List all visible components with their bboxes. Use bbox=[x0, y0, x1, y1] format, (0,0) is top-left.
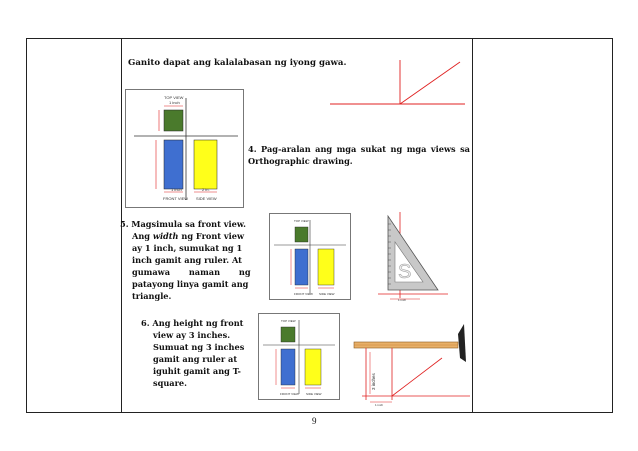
orthographic-diagram-3 bbox=[258, 313, 340, 400]
side-view-rect bbox=[194, 140, 217, 189]
step-5-line-3: ay 1 inch, sumukat ng 1 bbox=[132, 243, 243, 253]
step-6-line-1: Ang height ng front bbox=[152, 318, 244, 328]
intro-text: Ganito dapat ang kalalabasan ng iyong gawa. bbox=[128, 58, 347, 68]
step-5-line-1: Magsimula sa front view. bbox=[131, 219, 246, 229]
step-5-line-6: patayong linya gamit ang bbox=[132, 279, 249, 289]
set-square-inch-label: 1 inch bbox=[398, 298, 407, 302]
table-col-divider-2 bbox=[472, 38, 473, 413]
top-view-label: TOP VIEW bbox=[164, 95, 184, 100]
step-6-line-3: Sumuat ng 3 inches bbox=[153, 342, 245, 352]
t-square-head bbox=[458, 324, 466, 362]
orthographic-diagram-2 bbox=[269, 213, 351, 300]
front-width-label: 1 inch bbox=[171, 187, 182, 192]
orthographic-diagram-1 bbox=[125, 89, 244, 208]
t-square-inch-label: 1 inch bbox=[375, 403, 384, 407]
step-4-number: 4. bbox=[248, 144, 257, 154]
step-5-text bbox=[120, 218, 262, 302]
step-6-number: 6. bbox=[141, 318, 150, 328]
set-square-illustration bbox=[378, 212, 470, 304]
step-5-number: 5. bbox=[120, 219, 129, 229]
step-5-line-2: Ang width ng Front view bbox=[132, 231, 245, 241]
svg-text:S: S bbox=[398, 261, 412, 283]
page-number: 9 bbox=[312, 416, 317, 426]
t-square-height-label: 3 inches bbox=[371, 373, 376, 390]
table-right-border bbox=[612, 38, 613, 413]
side-view-label: SIDE VIEW bbox=[196, 196, 217, 201]
front-view-rect bbox=[164, 140, 183, 189]
table-top-border bbox=[26, 38, 612, 39]
step-5-line-7: triangle. bbox=[132, 291, 172, 301]
table-left-border bbox=[26, 38, 27, 413]
step-6-line-5: iguhit gamit ang T- bbox=[153, 366, 241, 376]
t-square-illustration bbox=[352, 322, 472, 408]
side-view-label-3: SIDE VIEW bbox=[306, 392, 322, 396]
top-view-label-2: TOP VIEW bbox=[294, 219, 309, 223]
step-6-line-2: view ay 3 inches. bbox=[153, 330, 231, 340]
top-width-label: 1 inch bbox=[169, 100, 180, 105]
step-5-line-5: gumawa naman ng bbox=[132, 267, 251, 277]
step-5-line-4: inch gamit ang ruler. At bbox=[132, 255, 242, 265]
table-bottom-border bbox=[26, 412, 612, 413]
step-6-line-6: square. bbox=[153, 378, 187, 388]
step-4-text bbox=[248, 143, 470, 167]
side-width-label: 2 in. bbox=[202, 187, 210, 192]
side-view-label-2: SIDE VIEW bbox=[319, 292, 335, 296]
construction-lines-diagram bbox=[330, 60, 470, 110]
front-view-label-2: FRONT VIEW bbox=[294, 292, 313, 296]
front-view-label-3: FRONT VIEW bbox=[280, 392, 299, 396]
step-6-text bbox=[141, 317, 251, 389]
top-view-rect bbox=[164, 110, 183, 131]
top-view-label-3: TOP VIEW bbox=[281, 319, 296, 323]
front-view-label: FRONT VIEW bbox=[163, 196, 189, 201]
step-4-body: Pag-aralan ang mga sukat ng mga views sa Orthographic drawing. bbox=[248, 144, 470, 166]
step-6-line-4: gamit ang ruler at bbox=[153, 354, 238, 364]
step-5-emphasis: width bbox=[152, 231, 179, 241]
